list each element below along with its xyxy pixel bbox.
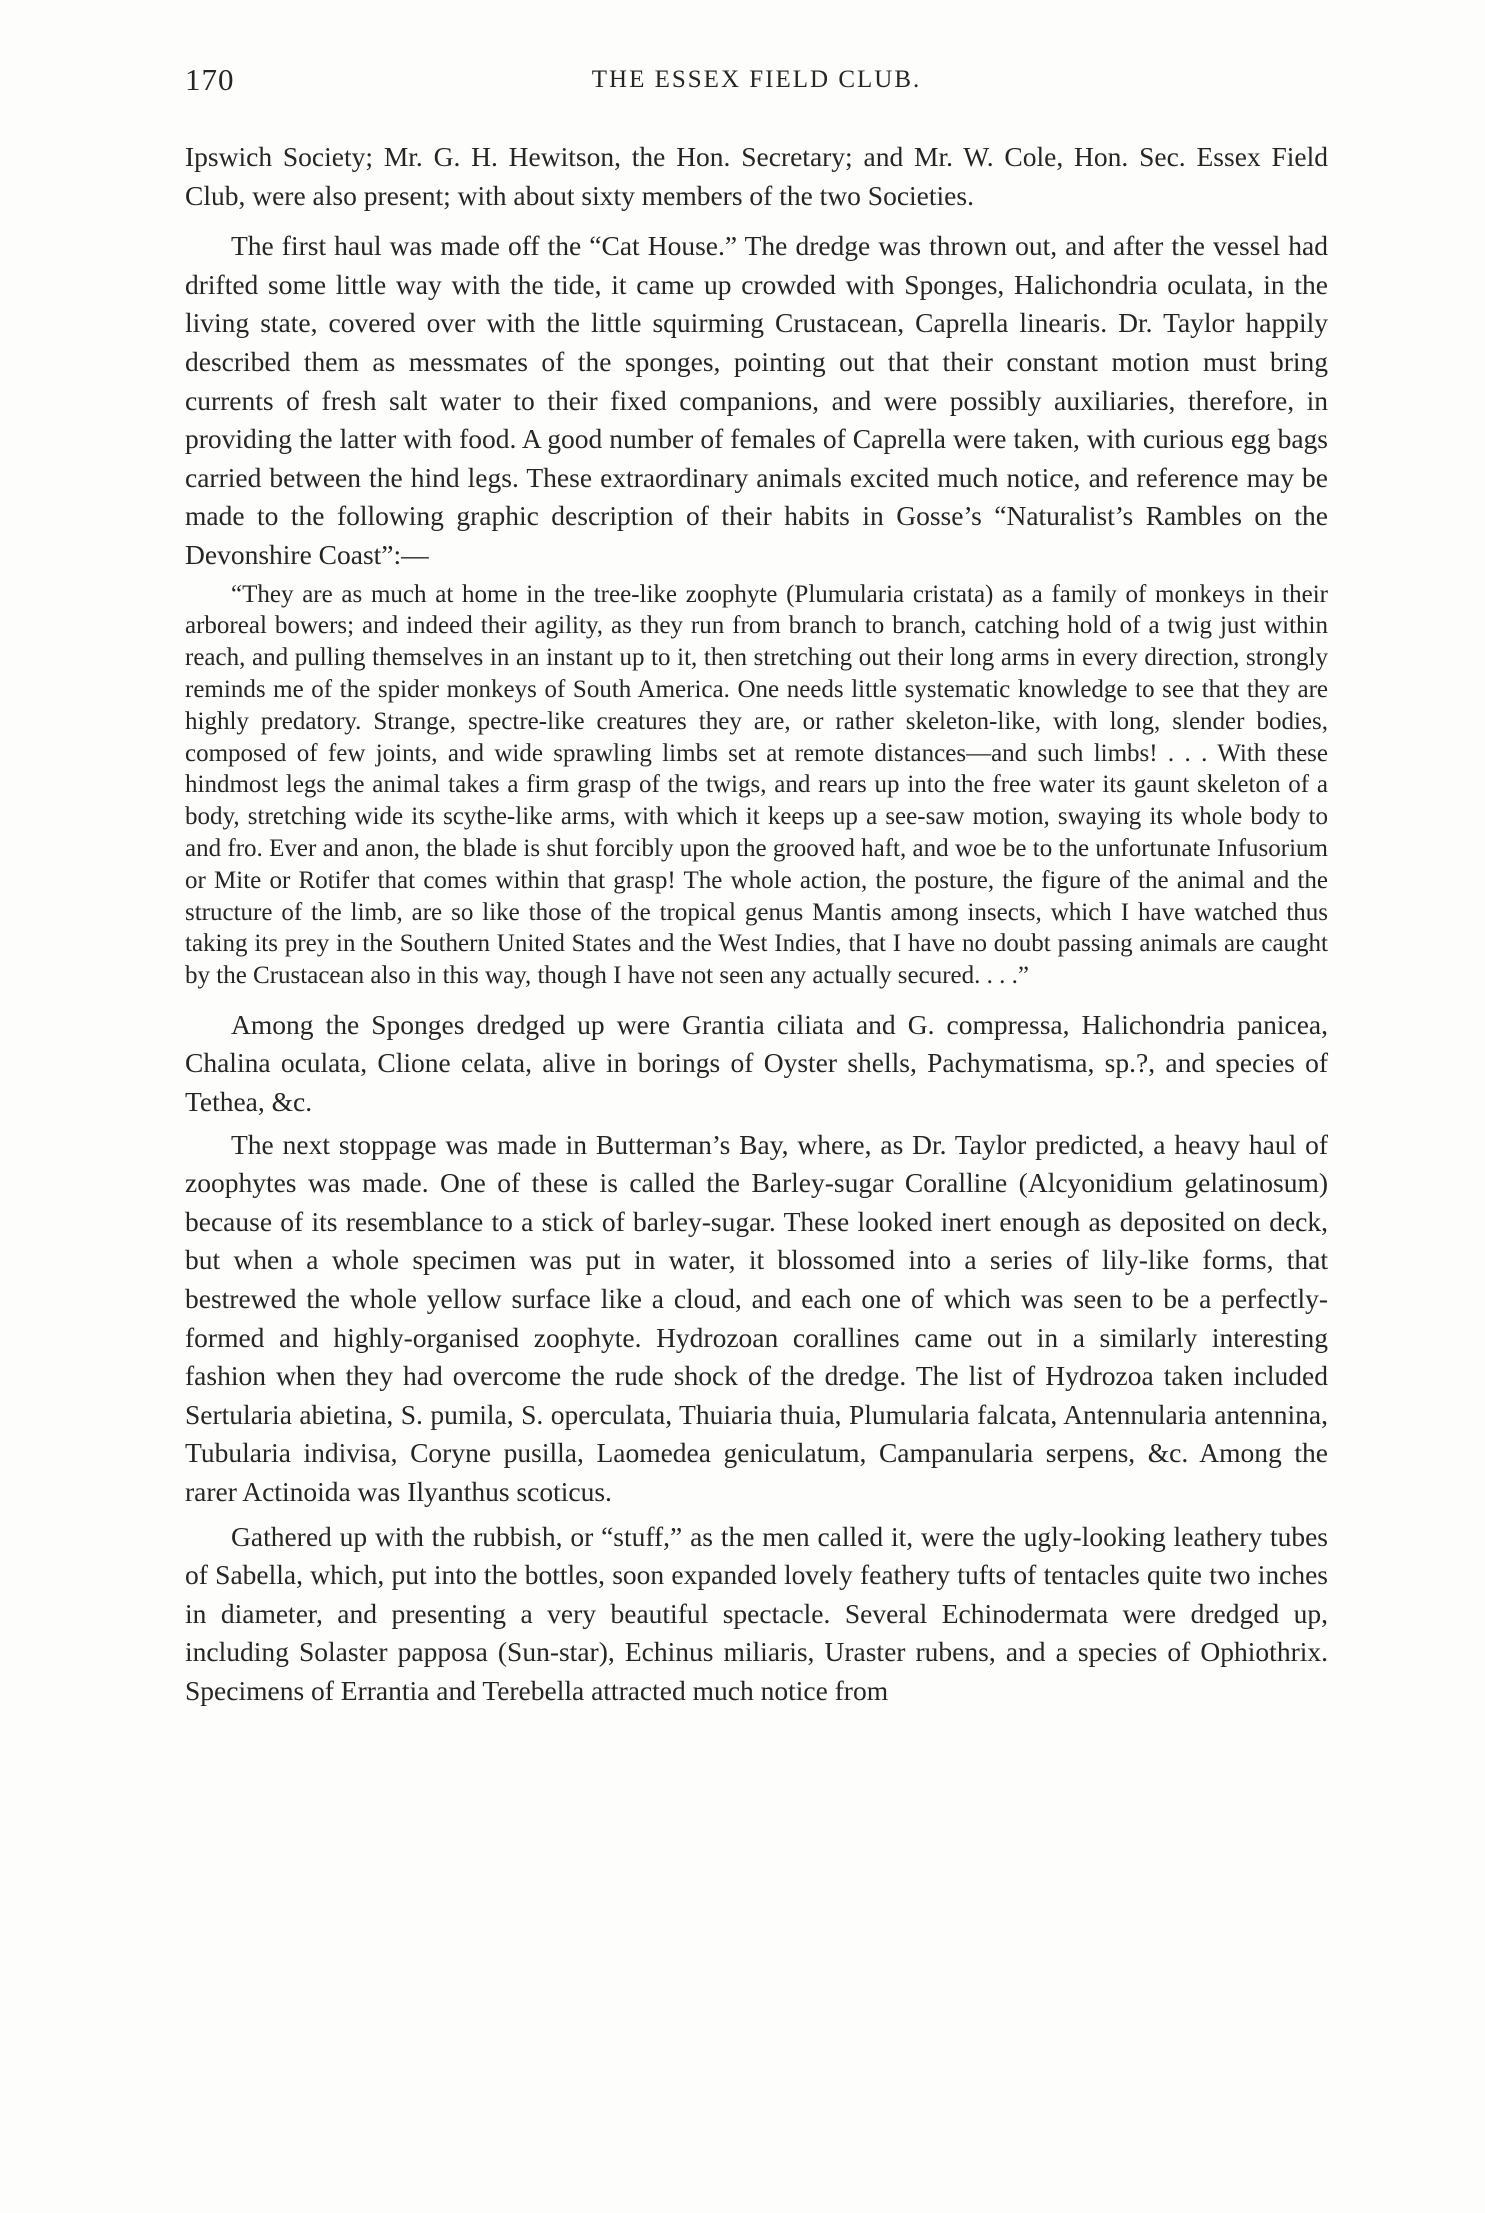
running-head: THE ESSEX FIELD CLUB. bbox=[591, 66, 922, 93]
paragraph-continuation: Ipswich Society; Mr. G. H. Hewitson, the Hon. Secretary; and Mr. W. Cole, Hon. Sec. Essex Field Club, were also present; with about sixty members of the two Societies. bbox=[185, 141, 1328, 211]
page-header bbox=[185, 62, 1328, 106]
page-number: 170 bbox=[185, 62, 235, 97]
paragraph-first-haul: The first haul was made off the “Cat House.” The dredge was thrown out, and after the vessel had drifted some little way with the tide, it came up crowded with Sponges, Halichondria oculata, in the living state, covered over with the little squirming Crustacean, Caprella linearis. Dr. Taylor happily described them as messmates of the sponges, pointing out that their constant motion must bring currents of fresh salt water to their fixed companions, and were possibly auxiliaries, therefore, in providing the latter with food. A good number of females of Caprella were taken, with curious egg bags carried between the hind legs. These extraordinary animals excited much notice, and reference may be made to the following graphic description of their habits in Gosse’s “Naturalist’s Rambles on the Devonshire Coast”:— bbox=[185, 230, 1328, 570]
paragraph-sponges: Among the Sponges dredged up were Grantia ciliata and G. compressa, Halichondria panicea, Chalina oculata, Clione celata, alive in borings of Oyster shells, Pachymatisma, sp.?, and species of Tethea, &c. bbox=[185, 1008, 1328, 1118]
paragraph-buttermans-bay: The next stoppage was made in Butterman’s Bay, where, as Dr. Taylor predicted, a heavy haul of zoophytes was made. One of these is called the Barley-sugar Coralline (Alcyonidium gelatinosum) because of its resemblance to a stick of barley-sugar. These looked inert enough as deposited on deck, but when a whole specimen was put in water, it blossomed into a series of lily-like forms, that bestrewed the whole yellow surface like a cloud, and each one of which was seen to be a perfectly-formed and highly-organised zoophyte. Hydrozoan corallines came out in a similarly interesting fashion when they had overcome the rude shock of the dredge. The list of Hydrozoa taken included Sertularia abietina, S. pumila, S. operculata, Thuiaria thuia, Plumularia falcata, Antennularia antennina, Tubularia indivisa, Coryne pusilla, Laomedea geniculatum, Campanularia serpens, &c. Among the rarer Actinoida was Ilyanthus scoticus. bbox=[185, 1128, 1328, 1508]
block-quote-gosse: “They are as much at home in the tree-like zoophyte (Plumularia cristata) as a family of monkeys in their arboreal bowers; and indeed their agility, as they run from branch to branch, catching hold of a twig just within reach, and pulling themselves in an instant up to it, then stretching out their long arms in every direction, strongly reminds me of the spider monkeys of South America. One needs little systematic knowledge to see that they are highly predatory. Strange, spectre-like creatures they are, or rather skeleton-like, with long, slender bodies, composed of few joints, and wide sprawling limbs set at remote distances—and such limbs! . . . With these hindmost legs the animal takes a firm grasp of the twigs, and rears up into the free water its gaunt skeleton of a body, stretching wide its scythe-like arms, with which it keeps up a see-saw motion, swaying its whole body to and fro. Ever and anon, the blade is shut forcibly upon the grooved haft, and woe be to the unfortunate Infusorium or Mite or Rotifer that comes within that grasp! The whole action, the posture, the figure of the animal and the structure of the limb, are so like those of the tropical genus Mantis among insects, which I have watched thus taking its prey in the Southern United States and the West Indies, that I have no doubt passing animals are caught by the Crustacean also in this way, though I have not seen any actually secured. . . .” bbox=[185, 580, 1328, 990]
page-body bbox=[185, 138, 1328, 1711]
paragraph-rubbish: Gathered up with the rubbish, or “stuff,” as the men called it, were the ugly-looking leathery tubes of Sabella, which, put into the bottles, soon expanded lovely feathery tufts of tentacles quite two inches in diameter, and presenting a very beautiful spectacle. Several Echinodermata were dredged up, including Solaster papposa (Sun-star), Echinus miliaris, Uraster rubens, and a species of Ophiothrix. Specimens of Errantia and Terebella attracted much notice from bbox=[185, 1520, 1328, 1706]
